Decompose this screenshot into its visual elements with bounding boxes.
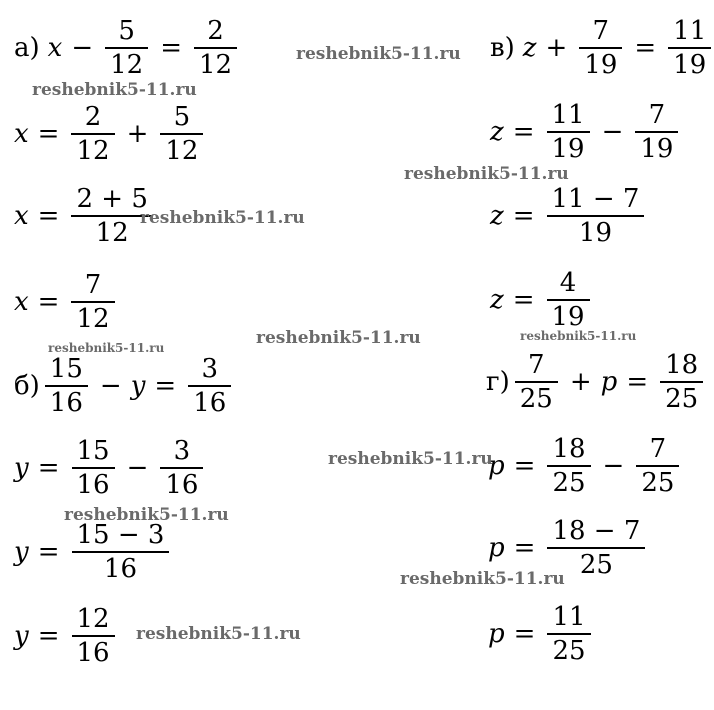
denominator: 16 xyxy=(76,638,110,668)
equals-sign: = xyxy=(513,533,536,563)
variable: x xyxy=(14,201,29,231)
watermark: reshebnik5-11.ru xyxy=(256,328,421,348)
equals-sign: = xyxy=(37,287,60,317)
equals-sign: = xyxy=(37,537,60,567)
denominator: 25 xyxy=(519,384,553,414)
denominator: 12 xyxy=(165,136,199,166)
denominator: 19 xyxy=(584,50,618,80)
equals-sign: = xyxy=(513,451,536,481)
variable: p xyxy=(488,619,505,649)
operator: + xyxy=(569,367,592,397)
equals-sign: = xyxy=(160,33,183,63)
problem-label: б) xyxy=(14,371,40,401)
problem-v-step1 xyxy=(490,102,681,162)
numerator: 11 xyxy=(551,100,585,130)
variable: p xyxy=(488,533,505,563)
problem-g-step1 xyxy=(488,436,682,496)
numerator: 15 − 3 xyxy=(76,520,165,550)
fraction xyxy=(515,352,558,412)
denominator: 19 xyxy=(551,302,585,332)
fraction xyxy=(547,436,590,496)
variable: z xyxy=(522,33,537,63)
equals-sign: = xyxy=(37,201,60,231)
denominator: 12 xyxy=(76,136,110,166)
problem-label: а) xyxy=(14,33,40,63)
problem-b-step2 xyxy=(14,522,172,582)
denominator: 25 xyxy=(641,468,675,498)
equals-sign: = xyxy=(626,367,649,397)
watermark: reshebnik5-11.ru xyxy=(328,449,493,469)
variable: y xyxy=(14,621,29,651)
equals-sign: = xyxy=(154,371,177,401)
watermark: reshebnik5-11.ru xyxy=(520,329,637,343)
watermark: reshebnik5-11.ru xyxy=(136,624,301,644)
operator: − xyxy=(71,33,94,63)
watermark: reshebnik5-11.ru xyxy=(296,44,461,64)
denominator: 19 xyxy=(673,50,707,80)
variable: x xyxy=(14,119,29,149)
operator: − xyxy=(99,371,122,401)
problem-v-step3 xyxy=(490,270,593,330)
denominator: 12 xyxy=(110,50,144,80)
numerator: 18 − 7 xyxy=(552,516,641,546)
variable: z xyxy=(490,285,504,315)
problem-g-step3 xyxy=(488,604,594,664)
fraction xyxy=(547,270,590,330)
problem-a-step1 xyxy=(14,104,206,164)
numerator: 11 xyxy=(673,16,707,46)
fraction xyxy=(72,606,115,666)
numerator: 11 − 7 xyxy=(551,184,640,214)
numerator: 7 xyxy=(528,350,545,380)
variable: z xyxy=(490,201,504,231)
equals-sign: = xyxy=(37,621,60,651)
numerator: 11 xyxy=(552,602,586,632)
equals-sign: = xyxy=(37,119,60,149)
variable: p xyxy=(488,451,505,481)
numerator: 5 xyxy=(173,102,191,132)
numerator: 3 xyxy=(201,354,218,384)
operator: − xyxy=(126,453,149,483)
watermark: reshebnik5-11.ru xyxy=(32,80,197,100)
fraction xyxy=(660,352,703,412)
fraction xyxy=(71,272,114,332)
fraction xyxy=(636,436,679,496)
fraction xyxy=(160,104,203,164)
problem-v-equation xyxy=(490,18,714,78)
problem-v-step2 xyxy=(490,186,647,246)
problem-b-equation xyxy=(14,356,234,416)
fraction xyxy=(72,438,115,498)
denominator: 19 xyxy=(640,134,674,164)
denominator: 19 xyxy=(578,218,613,248)
numerator: 2 xyxy=(84,102,102,132)
variable: y xyxy=(14,537,29,567)
problem-b-step3 xyxy=(14,606,118,666)
numerator: 2 + 5 xyxy=(76,184,148,214)
fraction xyxy=(194,18,237,78)
denominator: 25 xyxy=(552,636,586,666)
fraction xyxy=(547,102,590,162)
denominator: 25 xyxy=(579,550,613,580)
equals-sign: = xyxy=(634,33,657,63)
fraction xyxy=(160,438,203,498)
variable: x xyxy=(47,33,63,63)
variable: y xyxy=(130,371,146,401)
denominator: 25 xyxy=(665,384,699,414)
denominator: 12 xyxy=(199,50,233,80)
fraction xyxy=(105,18,148,78)
operator: − xyxy=(602,451,625,481)
numerator: 7 xyxy=(592,16,610,46)
denominator: 12 xyxy=(76,304,110,334)
fraction xyxy=(668,18,711,78)
denominator: 16 xyxy=(103,554,138,584)
problem-label: г) xyxy=(486,367,510,397)
fraction xyxy=(547,186,645,246)
operator: + xyxy=(126,119,149,149)
problem-a-equation xyxy=(14,18,240,78)
numerator: 15 xyxy=(76,436,110,466)
problem-a-step2 xyxy=(14,186,156,246)
denominator: 16 xyxy=(76,470,110,500)
variable: p xyxy=(600,367,618,397)
watermark: reshebnik5-11.ru xyxy=(64,505,229,525)
fraction xyxy=(71,104,114,164)
equals-sign: = xyxy=(512,285,535,315)
denominator: 16 xyxy=(165,470,199,500)
numerator: 4 xyxy=(559,268,577,298)
numerator: 2 xyxy=(207,16,224,46)
watermark: reshebnik5-11.ru xyxy=(140,208,305,228)
denominator: 25 xyxy=(552,468,586,498)
problem-label: в) xyxy=(490,33,515,63)
equals-sign: = xyxy=(512,201,535,231)
numerator: 7 xyxy=(84,270,102,300)
operator: − xyxy=(601,117,624,147)
numerator: 5 xyxy=(118,16,135,46)
numerator: 3 xyxy=(173,436,191,466)
watermark: reshebnik5-11.ru xyxy=(404,164,569,184)
numerator: 18 xyxy=(665,350,699,380)
denominator: 12 xyxy=(95,218,129,248)
problem-a-step3 xyxy=(14,272,118,332)
variable: x xyxy=(14,287,29,317)
equals-sign: = xyxy=(513,619,536,649)
equals-sign: = xyxy=(512,117,535,147)
numerator: 15 xyxy=(49,354,83,384)
denominator: 16 xyxy=(193,388,227,418)
numerator: 7 xyxy=(649,434,667,464)
fraction xyxy=(188,356,231,416)
problem-b-step1 xyxy=(14,438,206,498)
variable: z xyxy=(490,117,504,147)
fraction xyxy=(72,522,170,582)
numerator: 7 xyxy=(648,100,666,130)
denominator: 16 xyxy=(49,388,83,418)
numerator: 18 xyxy=(552,434,586,464)
numerator: 12 xyxy=(76,604,110,634)
fraction xyxy=(547,604,590,664)
denominator: 19 xyxy=(551,134,585,164)
watermark: reshebnik5-11.ru xyxy=(400,569,565,589)
fraction xyxy=(635,102,678,162)
fraction xyxy=(45,356,88,416)
variable: y xyxy=(14,453,29,483)
fraction xyxy=(579,18,622,78)
operator: + xyxy=(545,33,568,63)
problem-g-equation xyxy=(486,352,706,412)
equals-sign: = xyxy=(37,453,60,483)
watermark: reshebnik5-11.ru xyxy=(48,341,165,355)
